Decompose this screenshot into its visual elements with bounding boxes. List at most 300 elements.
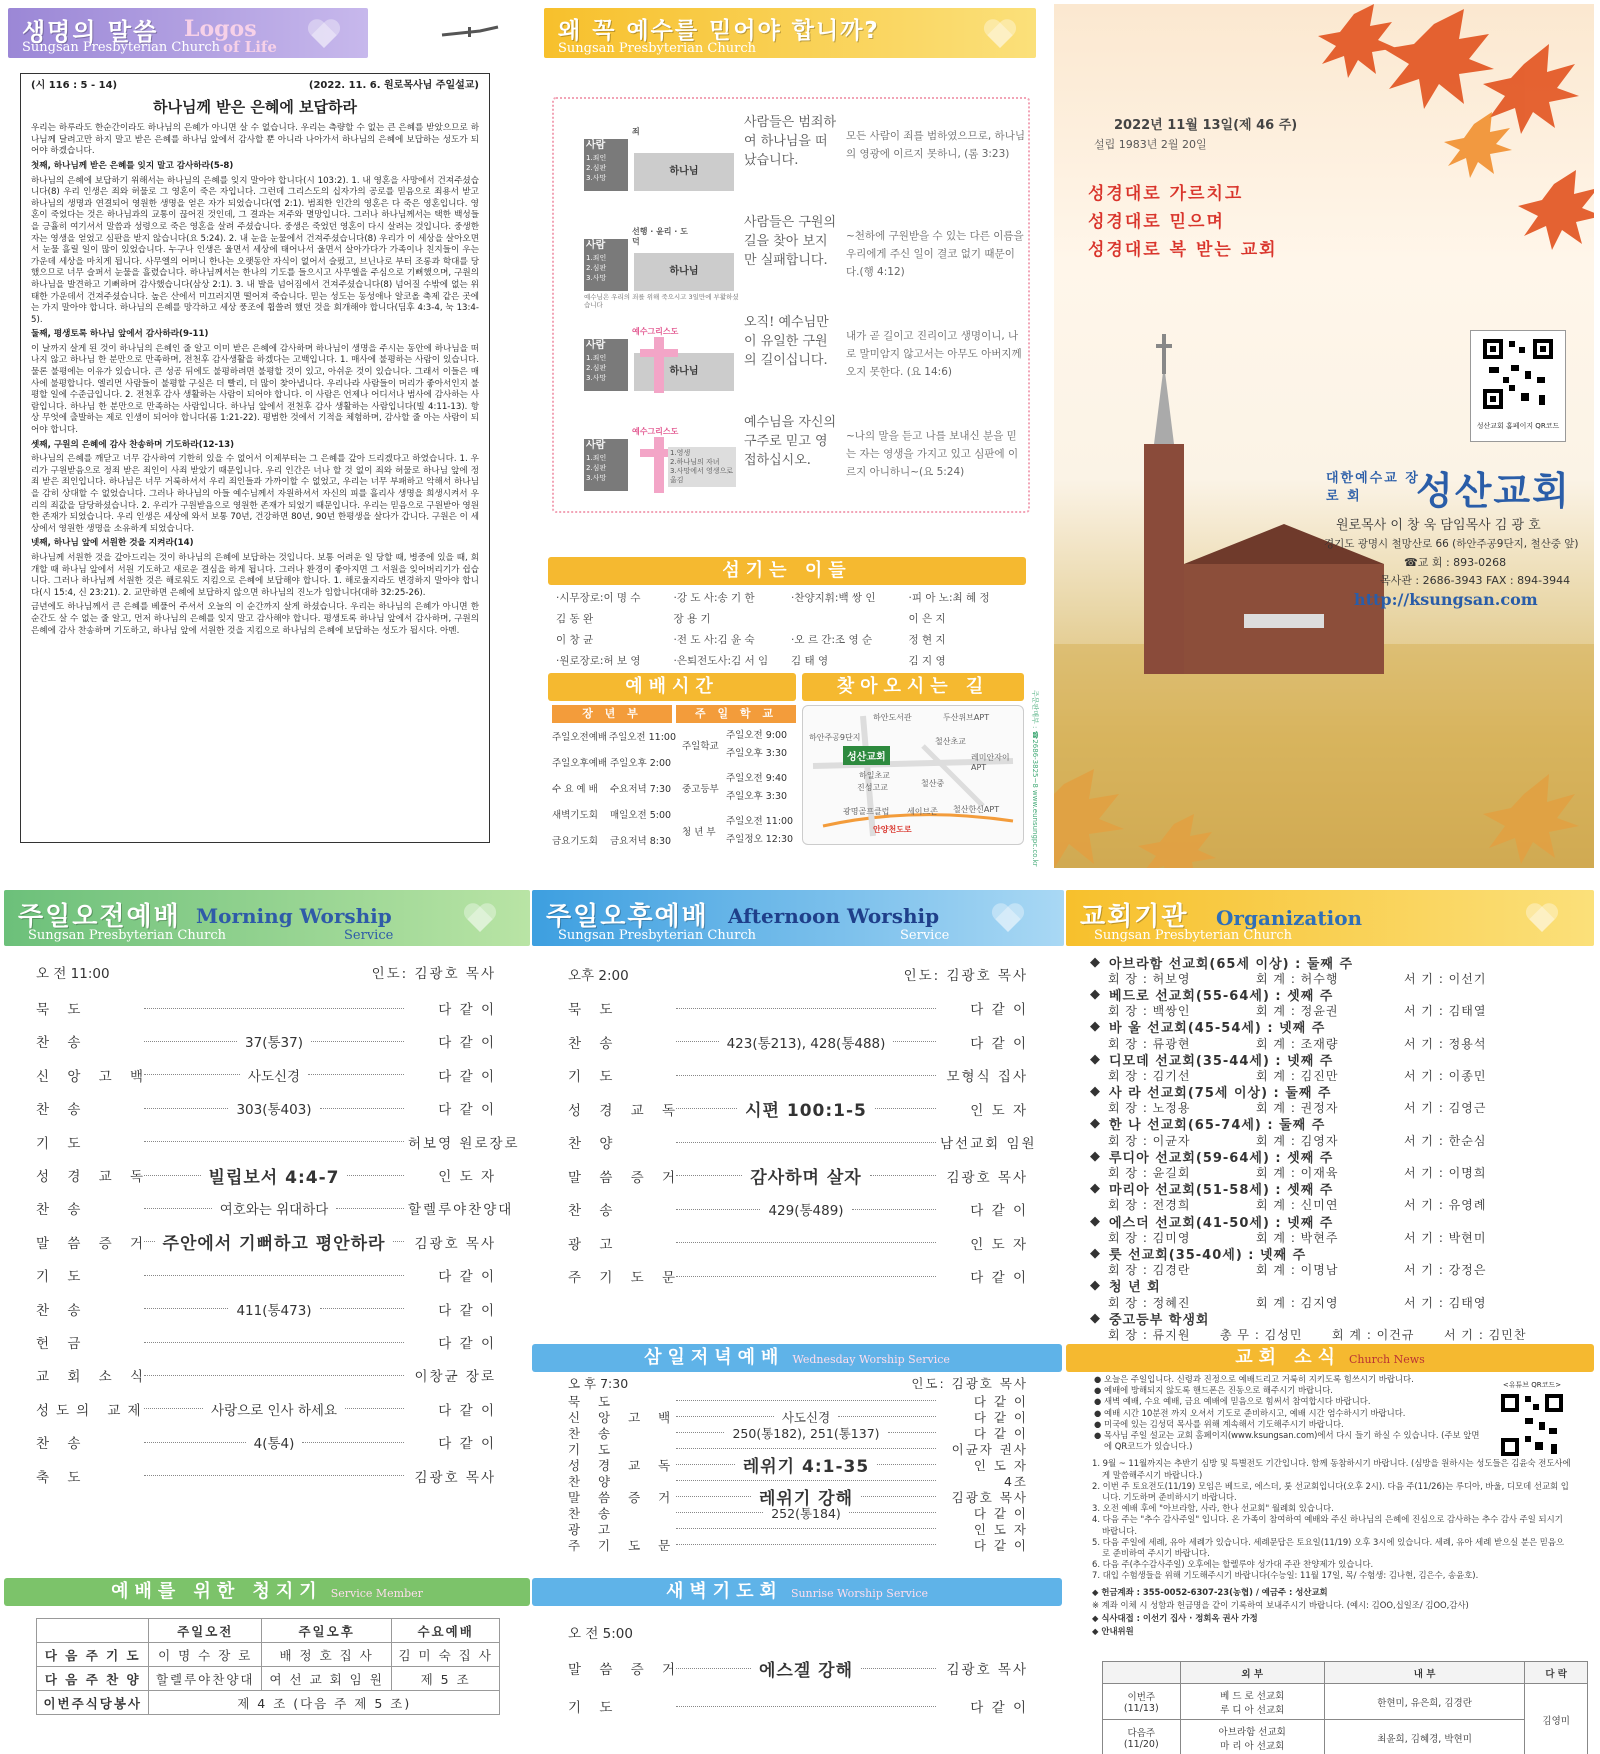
- god-box: 하나님: [634, 353, 734, 391]
- news-item: 4. 다음 주는 "추수 감사주일" 입니다. 온 가족이 참여하여 예배와 주신 하나님의 은혜에 진심으로 감사하는 추수 감사 주일 되시기 바랍니다.: [1092, 1514, 1563, 1536]
- cover-motto: 성경대로 가르치고 성경대로 믿으며 성경대로 복 받는 교회: [1088, 184, 1278, 260]
- guide-header: 외 부: [1180, 1662, 1324, 1684]
- members-cell: 이번주식당봉사: [37, 1691, 149, 1715]
- service-item-name: 묵 도: [568, 1393, 618, 1409]
- service-item-value: 303(통403): [236, 1102, 312, 1119]
- diamond-icon: ◆: [1090, 1310, 1101, 1326]
- service-item-name: 말 씀 증 거: [568, 1169, 683, 1186]
- news-item: 1. 9월 ~ 11월까지는 추반기 심방 및 특별전도 기간입니다. 함께 동참하시기 바랍니다. (심방을 원하시는 성도들은 김윤숙 전도사에게 말씀해주시기 바랍니다.): [1092, 1458, 1571, 1480]
- staff-cell: 이 은 지: [908, 613, 946, 625]
- staff-cell: ·전 도 사:김 윤 숙: [673, 634, 755, 646]
- person-box: 사람 1.죄인 2.심판 3.사망: [584, 439, 628, 491]
- members-cell: 배 정 호 집 사: [261, 1643, 391, 1667]
- gospel-note: 예수님은 우리의 죄를 위해 죽으시고 3일만에 부활하셨습니다: [584, 293, 739, 309]
- org-member: 회 계 : 정윤권: [1256, 1004, 1339, 1019]
- service-item-name: 묵 도: [36, 1002, 88, 1018]
- org-title: 교회기관: [1080, 902, 1189, 932]
- org-members: [1090, 1294, 1580, 1310]
- service-item-name: 말 씀 증 거: [36, 1235, 151, 1252]
- service-item-name: 찬 송: [36, 1102, 88, 1119]
- org-member: 회 장 : 정혜진: [1108, 1295, 1191, 1310]
- sermon-heading: 첫째, 하나님께 받은 은혜를 잊지 말고 감사하라(5-8): [31, 160, 234, 171]
- service-item-leader: 인 도 자: [438, 1169, 497, 1185]
- sermon-heading: 둘째, 평생토록 하나님 앞에서 감사하라(9-11): [31, 329, 209, 340]
- staff-cell: 정 현 지: [908, 634, 946, 646]
- map-bar: 찾아오시는 길: [802, 673, 1024, 701]
- org-members: [1090, 1262, 1580, 1278]
- pastor-tel-fax: 목사관 : 2686-3943 FAX : 894-3944: [1380, 574, 1571, 587]
- members-cell: 여 선 교 회 임 원: [261, 1667, 391, 1691]
- service-item: [568, 1199, 1028, 1219]
- staff-cell: ·은퇴전도사:김 서 임: [673, 655, 769, 667]
- service-item-name: 찬 송: [36, 1202, 88, 1219]
- news-item: 5. 다음 주일에 세례, 유아 세례가 있습니다. 세례문답은 토요일(11/19) 오후 3시에 있습니다. 세례, 유아 세례 받으실 분은 믿음으로 준비하여 주시기 바랍니다.: [1092, 1536, 1565, 1559]
- org-member: 서 기 : 이선기: [1404, 971, 1487, 986]
- service-item-name: 성도의 교제: [36, 1402, 148, 1419]
- service-item-value: 411(통473): [236, 1302, 312, 1319]
- org-member: 서 기 : 박현미: [1404, 1230, 1487, 1245]
- org-member: 회 장 : 김기선: [1108, 1068, 1191, 1083]
- staff-cell: 김 지 영: [908, 655, 946, 667]
- service-item: [36, 1265, 496, 1285]
- members-cell: 다 음 주 기 도: [37, 1643, 149, 1667]
- why-header: [544, 8, 1036, 58]
- service-item-leader: 김광호 목사: [414, 1469, 496, 1486]
- sermon-paragraph: 하나님의 은혜를 깨닫고 너무 감사하여 기한히 있을 수 없어서 이제부터는 그 은혜를 갚아 드리겠다고 하였습니다. 1. 우리가 구원받음으로 정죄 받은 죄인이 사죄 받았기 때문입니다. 우리 인간은 너나 할 것 없이 죄와 허물로 하나님 앞에 정죄 받은 죄인입니다. 하나님은 너무 거룩하셔서 우리 죄인들과 가까이할 수 없었고, 우리는 너무 부패하고 악해서 하나님을 감히 상대할 수 없었습니다. 그러나 하나님의 아들 예수님께서 자원하셔서 자신의 피를 흘리사 생명을 희생시켜서 우리의 죄값을 담당하셨습니다. 2. 우리가 구원받음으로 영원한 존재가 되었기 때문입니다. 우리는 믿음으로 구원받아 영원한 존재가 되었습니다. 우리 인생은 세상에 와서 보통 70년, 건강하면 80년, 90년 한평생을 살다가 갑니다. 구원은 이 세상에서 영원한 생명을 소유하게 되었습니다.: [31, 454, 479, 534]
- org-header: [1066, 890, 1594, 946]
- service-item-name: 찬 송: [36, 1302, 88, 1319]
- staff-cell: 김 태 영: [791, 655, 829, 667]
- service-item-value: 4(통4): [253, 1436, 295, 1453]
- map-label: 철산중: [921, 779, 945, 788]
- news-guide: ◆ 안내위원: [1092, 1626, 1134, 1637]
- org-group: ◆ 에스더 선교회(41-50세) : 넷째 주: [1090, 1213, 1334, 1231]
- afternoon-en2: Service: [900, 928, 950, 943]
- sermon-paragraph: 하나님의 은혜에 보답하기 위해서는 하나님의 은혜를 잊지 말아야 합니다(시 103:2). 1. 내 영혼을 사망에서 건져주셨습니다(8) 우리 인생은 죄와 허물로 그 영혼이 죽은 자입니다. 그런데 그리스도의 십자가의 공로를 믿음으로 죄용서 받고 하나님의 생명과 연결되어 영원한 생명을 얻은 자가 되었습니다(엡 2:1). 범죄한 인간의 영혼은 다 죽은 영혼입니다. 영혼이 죽었다는 것은 하나님과의 교통이 끊어진 것인데, 그 결과는 저주와 멸망입니다. 그러나 하나님께서는 택한 백성들을 긍휼히 여기셔서 말씀과 성령으로 죽은 영혼을 살려 주셨습니다. 중생은 죽었던 영혼이 다시 살려는 것입니다. 중생한 자는 영생을 얻었고 심판을 받지 않습니다(요 5:24). 2. 내 눈을 눈물에서 건져주셨습니다(8) 우리가 이 세상을 살아오면서 눈물 흘릴 일이 많이 있었습니다. 누구나 인생은 울면서 세상에 태어나서 울면서 살아가다가 가족이나 친지들이 우는 가운데 세상을 마치게 됩니다. 사무엘의 어머니 한나는 오랫동안 자식이 없어서 슬펐고, 브닌나로 부터 조롱과 학대를 당했으므로 너무 슬퍼서 눈물을 흘렸습니다. 하나님께서는 한나의 기도를 들으시고 사무엘을 주심으로 기뻐했으며, 구원의 하나님을 발견하고 기뻐하며 감사했습니다(삼상 2:1). 3. 내 발을 넘어짐에서 건져주셨습니다(8) 넘어질 수밖에 없는 위태한 가운데서 건져주셨습니다. 높은 산에서 미끄러지면 떨어져 죽습니다. 믿는 성도는 동성애나 알코올 축제 같은 곳에는 가지 말아야 합니다. 하나님의 은혜를 망각하고 세상 풍조에 휩쓸려 했던 것을 회개해야 합니다(딤후 4:3-4, 눅 13:4-5).: [31, 175, 479, 325]
- guide-table: [1102, 1661, 1588, 1754]
- service-item-leader: 다 같 이: [438, 1068, 497, 1085]
- service-item-name: 찬 송: [568, 1505, 618, 1521]
- wednesday-time: 오 후 7:30: [568, 1375, 629, 1391]
- staff-cell: 이 창 균: [556, 634, 594, 646]
- org-group: ◆ 룻 선교회(35-40세) : 넷째 주: [1090, 1245, 1307, 1263]
- sermon-heading: 셋째, 구원의 은혜에 감사 찬송하며 기도하라(12-13): [31, 439, 234, 450]
- guide-header: 내 부: [1324, 1662, 1525, 1684]
- org-group: ◆ 베드로 선교회(55-64세) : 셋째 주: [1090, 986, 1334, 1004]
- service-item: [36, 1365, 496, 1385]
- afternoon-header: [532, 890, 1064, 946]
- org-sub: Sungsan Presbyterian Church: [1094, 928, 1292, 943]
- org-group: ◆ 한 나 선교회(65-74세) : 둘째 주: [1090, 1116, 1326, 1134]
- service-item-leader: 이균자 권사: [951, 1441, 1028, 1457]
- staff-cell: ·오 르 간:조 영 순: [791, 634, 873, 646]
- staff-cell: ·원로장로:허 보 영: [556, 655, 641, 667]
- service-item: [36, 1399, 496, 1419]
- diamond-icon: ◆: [1090, 1148, 1101, 1164]
- church-tel: ☎교 회 : 893-0268: [1404, 556, 1507, 569]
- adult-time-row: 금요기도회 금요저녁 8:30: [552, 836, 672, 847]
- logos-header: [8, 8, 368, 58]
- org-member: 회 장 : 류지원: [1108, 1327, 1191, 1342]
- logos-title: 생명의 말씀: [22, 18, 159, 46]
- service-item-leader: 인 도 자: [970, 1102, 1029, 1119]
- morning-time: 오 전 11:00: [36, 966, 110, 982]
- gospel-figure: [584, 113, 739, 201]
- service-item-value: 감사하며 살자: [750, 1168, 862, 1188]
- members-bar: 예배를 위한 청지기 Service Member: [4, 1578, 530, 1606]
- guide-cell: 이번주 (11/13): [1103, 1684, 1181, 1720]
- service-item: [36, 1232, 496, 1255]
- cross-icon: [654, 337, 664, 393]
- service-item: [36, 1165, 497, 1188]
- service-item-name: 성 경 교 독: [568, 1102, 683, 1119]
- staff-cell: ·강 도 사:송 기 한: [673, 592, 755, 604]
- org-group: ◆ 중고등부 학생회: [1090, 1310, 1210, 1328]
- org-member: 회 계 : 이재육: [1256, 1166, 1339, 1181]
- service-item-leader: 다 같 이: [438, 1269, 496, 1286]
- adult-time-row: 주일오후예배 주일오후 2:00: [552, 758, 672, 769]
- news-bullet: ● 새벽 예배, 수요 예배, 금요 예배에 믿음으로 힘써서 참여합시다 바랍니다.: [1094, 1396, 1371, 1407]
- wednesday-leader: 인도: 김광호 목사: [911, 1375, 1028, 1391]
- homepage-qr-code: [1470, 330, 1566, 442]
- school-time-row: 주일학교 주일오전 9:00 주일오후 3:30: [682, 729, 788, 759]
- gospel-message: 사람들은 구원의 길을 찾아 보지만 실패합니다.: [744, 215, 837, 268]
- org-members: [1090, 1035, 1580, 1051]
- service-item-name: 묵 도: [568, 1002, 620, 1018]
- homepage-qr-caption: 성산교회 홈페이지 QR코드: [1476, 422, 1560, 430]
- church-denomination: 대한예수교 장 로 회: [1326, 471, 1420, 504]
- gospel-step: [584, 413, 1024, 503]
- service-item: [568, 1408, 1028, 1425]
- church-url[interactable]: http://ksungsan.com: [1354, 590, 1538, 609]
- service-item-leader: 김광호 목사: [946, 1662, 1028, 1678]
- service-item: [568, 1266, 1028, 1286]
- org-member: 회 계 : 신미연: [1256, 1198, 1339, 1213]
- cover-date: 2022년 11월 13일(제 46 주): [1114, 118, 1298, 133]
- service-item-leader: 허보영 원로장로: [408, 1135, 520, 1152]
- org-group: ◆ 디모데 선교회(35-44세) : 넷째 주: [1090, 1051, 1334, 1069]
- gospel-diagram: [552, 97, 1030, 513]
- members-row: [37, 1667, 500, 1691]
- service-item: [568, 1424, 1028, 1441]
- adult-label: 장 년 부: [552, 705, 672, 723]
- service-item-name: 성 경 교 독: [568, 1457, 678, 1473]
- logos-en2: of Life: [223, 38, 277, 56]
- sermon-title: 하나님께 받은 은혜에 보답하라: [152, 97, 358, 116]
- person-box: 사람 1.죄인 2.심판 3.사망: [584, 339, 628, 391]
- org-member: 서 기 : 이명희: [1404, 1166, 1487, 1181]
- service-item-name: 말 씀 증 거: [568, 1489, 678, 1505]
- cross-icon: [440, 24, 500, 38]
- org-group: ◆ 루디아 선교회(59-64세) : 셋째 주: [1090, 1148, 1334, 1166]
- service-item-name: 신 앙 고 백: [36, 1068, 151, 1085]
- org-en: Organization: [1216, 906, 1363, 930]
- service-item-name: 기 도: [36, 1269, 88, 1286]
- members-row: [37, 1643, 500, 1667]
- service-item: [36, 1332, 496, 1352]
- service-item-leader: 다 같 이: [970, 1270, 1028, 1286]
- gospel-verse: 모든 사람이 죄를 범하였으므로, 하나님의 영광에 이르지 못하니, (롬 3:23): [846, 130, 1025, 160]
- gospel-message: 예수님을 자신의 구주로 믿고 영접하십시오.: [744, 415, 837, 468]
- service-item-leader: 김광호 목사: [414, 1235, 496, 1252]
- diamond-icon: ◆: [1090, 1116, 1101, 1132]
- map-label: 철산한신APT: [953, 805, 1000, 814]
- worship-times: [552, 705, 796, 853]
- service-item-leader: 4조: [1003, 1473, 1028, 1489]
- org-group: ◆ 청 년 회: [1090, 1278, 1161, 1296]
- adult-time-row: 새벽기도회 매일오전 5:00: [552, 810, 672, 821]
- news-bullet: ● 예배에 방해되지 않도록 핸드폰은 진동으로 해주시기 바랍니다.: [1094, 1385, 1333, 1396]
- staff-row: [556, 650, 1026, 671]
- god-box: 하나님: [634, 153, 734, 191]
- org-member: 회 계 : 허수행: [1256, 971, 1339, 986]
- news-item: 2. 이번 주 토요전도(11/19) 모임은 베드로, 에스더, 룻 선교회입니다(오후 2시). 다음 주(11/26)는 루디아, 바울, 디모데 선교회 입니다. 기도하며 준비하시기 바랍니다.: [1092, 1480, 1569, 1503]
- org-members: [1090, 1326, 1580, 1342]
- org-members: [1090, 1229, 1580, 1245]
- news-bar: 교회 소식 Church News: [1066, 1344, 1594, 1372]
- service-item-leader: 이창균 장로: [414, 1369, 496, 1386]
- gospel-bridge-label: 예수그리스도: [632, 427, 679, 436]
- service-item: [36, 1065, 496, 1085]
- times-bar: 예배시간: [548, 673, 796, 701]
- service-item: [568, 1065, 1028, 1085]
- service-item: [36, 998, 496, 1018]
- service-item-name: 광 고: [568, 1521, 618, 1537]
- service-item-leader: 다 같 이: [970, 1203, 1029, 1219]
- afternoon-title: 주일오후예배: [546, 902, 709, 932]
- logos-en: Logos: [184, 16, 257, 42]
- service-item-leader: 다 같 이: [438, 1436, 497, 1453]
- service-item: [568, 1099, 1028, 1119]
- diamond-icon: ◆: [1090, 954, 1101, 970]
- org-member: 회 장 : 허보영: [1108, 971, 1191, 986]
- org-members: [1090, 1100, 1580, 1116]
- org-members: [1090, 970, 1580, 986]
- org-member: 회 장 : 류광현: [1108, 1036, 1191, 1051]
- diamond-icon: ◆: [1090, 1278, 1101, 1294]
- diamond-icon: ◆: [1090, 1051, 1101, 1067]
- members-header: 주일오전: [149, 1619, 261, 1643]
- service-item-value: 37(통37): [245, 1035, 303, 1052]
- staff-cell: ·피 아 노:최 혜 정: [908, 592, 990, 604]
- guide-row: [1103, 1684, 1588, 1720]
- news-account-note: ※ 계좌 이체 시 성함과 헌금명을 같이 기록하여 보내주시기 바랍니다. (예시: 김OO,십일조/ 김OO,감사): [1092, 1599, 1469, 1610]
- service-item-leader: 다 같 이: [973, 1393, 1028, 1409]
- news-bullet: ● 미국에 있는 김성덕 목사를 위해 계속해서 기도해주시기 바랍니다.: [1094, 1418, 1344, 1429]
- service-item-value: 사랑으로 인사 하세요: [211, 1402, 337, 1419]
- gospel-bridge-label: 예수그리스도: [632, 327, 679, 336]
- church-news: [1092, 1374, 1572, 1639]
- school-time-row: 청 년 부 주일오전 11:00 주일정오 12:30: [682, 815, 794, 845]
- members-cell: 제 5 조: [392, 1667, 500, 1691]
- sermon-paragraph: 하나님께 서원한 것을 갚아드리는 것이 하나님의 은혜에 보답하는 것입니다. 보통 어려운 일 당할 때, 병중에 있을 때, 회개할 때 하나님 앞에서 서원 기도하고 새로운 결심을 하게 됩니다. 그러나 환경이 좋아지면 그 서원을 잊어버리기가 쉽습니다. 그러나 하나님께 서원한 것은 해로워도 지킴으로 은혜에 보답해야 합니다. 1. 해로울지라도 변경하지 말아야 합니다(시 15:4, 신 23:21). 2. 교만하면 은혜에 보답하지 않으면 하나님의 진노가 임합니다(대하 32:25-26).: [31, 552, 479, 598]
- person-box: 사람 1.죄인 2.심판 3.사망: [584, 239, 628, 291]
- staff-list: [556, 587, 1026, 671]
- morning-leader: 인도: 김광호 목사: [371, 966, 496, 982]
- diamond-icon: ◆: [1090, 1213, 1101, 1229]
- service-item: [568, 1488, 1028, 1509]
- org-member: 회 장 : 이균자: [1108, 1133, 1191, 1148]
- sermon-heading: 넷째, 하나님 앞에 서원한 것을 지켜라(14): [31, 538, 194, 549]
- guide-cell: 최윤희, 김혜경, 박현미: [1324, 1720, 1525, 1754]
- org-members: [1090, 1197, 1580, 1213]
- service-item: [568, 1696, 1028, 1716]
- morning-sub: Sungsan Presbyterian Church: [28, 928, 226, 943]
- service-item-leader: 모형식 집사: [946, 1069, 1028, 1085]
- church-address: 경기도 광명시 철망산로 66 (하안주공9단지, 철산중 앞): [1324, 538, 1579, 550]
- org-member: 서 기 : 김태영: [1404, 1295, 1487, 1310]
- service-item-leader: 다 같 이: [973, 1505, 1029, 1521]
- service-item-name: 축 도: [36, 1469, 88, 1486]
- why-title: 왜 꼭 예수를 믿어야 합니까?: [558, 18, 880, 44]
- service-item-name: 찬 송: [36, 1035, 88, 1052]
- org-member: 회 장 : 김미영: [1108, 1230, 1191, 1245]
- gospel-step: [584, 313, 1024, 403]
- org-member: 회 계 : 이명남: [1256, 1263, 1339, 1278]
- service-item: [36, 1299, 496, 1319]
- diamond-icon: ◆: [1090, 1181, 1101, 1197]
- org-member: 서 기 : 김태열: [1404, 1004, 1487, 1019]
- dawn-time: 오 전 5:00: [568, 1626, 633, 1642]
- adult-time-row: 주일오전예배 주일오전 11:00: [552, 732, 676, 743]
- members-header: 주일오후: [261, 1619, 391, 1643]
- staff-bar: 섬기는 이들: [548, 557, 1026, 585]
- school-label: 주 일 학 교: [676, 705, 796, 723]
- diamond-icon: ◆: [1090, 1245, 1101, 1261]
- youtube-qr-caption: <유튜브 QR코드>: [1502, 1381, 1562, 1389]
- morning-en: Morning Worship: [196, 904, 392, 928]
- org-member: 회 장 : 김경란: [1108, 1263, 1191, 1278]
- service-item-name: 찬 양: [568, 1473, 618, 1489]
- org-members: [1090, 1132, 1580, 1148]
- org-member: 회 계 : 김지영: [1256, 1295, 1339, 1310]
- org-member: 서 기 : 유영례: [1404, 1198, 1487, 1213]
- service-item-value: 250(통182), 251(통137): [732, 1425, 880, 1441]
- map-label: 안양천도로: [873, 825, 912, 834]
- service-item-leader: 다 같 이: [438, 1002, 496, 1018]
- staff-cell: 장 용 기: [673, 613, 711, 625]
- service-item: [568, 1504, 1028, 1521]
- dawn-order: [568, 1622, 1028, 1742]
- adult-time-row: 수 요 예 배 수요저녁 7:30: [552, 784, 672, 795]
- service-item-leader: 인 도 자: [970, 1236, 1028, 1253]
- service-item-leader: 할렐루야찬양대: [408, 1202, 514, 1219]
- gospel-bridge-label: 선행 · 윤리 · 도덕: [632, 227, 688, 246]
- service-item-value: 423(통213), 428(통488): [726, 1035, 886, 1052]
- gospel-bridge-label: 죄: [632, 127, 640, 136]
- org-member: 회 계 : 김영자: [1256, 1133, 1339, 1148]
- org-member: 회 계 : 이건규: [1332, 1327, 1415, 1342]
- guide-row: [1103, 1720, 1588, 1754]
- map-label: 레미안자이APT: [971, 753, 1010, 772]
- location-map: [802, 705, 1024, 845]
- sermon: [20, 73, 490, 843]
- members-cell: 다 음 주 찬 양: [37, 1667, 149, 1691]
- staff-cell: ·찬양지휘:백 쌍 인: [791, 592, 876, 604]
- news-bullet: ● 오늘은 주일입니다. 신령과 진정으로 예배드리고 거룩히 지키도록 힘쓰시기 바랍니다.: [1094, 1374, 1414, 1384]
- service-item-value: 시편 100:1-5: [745, 1101, 867, 1121]
- org-member: 서 기 : 김민찬: [1444, 1327, 1527, 1342]
- service-item-leader: 다 같 이: [973, 1537, 1028, 1553]
- person-box: 사람 1.죄인 2.심판 3.사망: [584, 139, 628, 191]
- service-item: [568, 1520, 1028, 1537]
- news-meal: ◆ 식사대접 : 이선기 집사 · 정회옥 권사 가정: [1092, 1613, 1258, 1624]
- service-item-name: 기 도: [568, 1700, 620, 1716]
- service-item-name: 광 고: [568, 1236, 620, 1253]
- map-label: 하안도서관: [873, 713, 912, 722]
- service-item: [568, 1233, 1028, 1253]
- sermon-paragraph: 금년에도 하나님께서 큰 은혜를 베풀어 주셔서 오늘의 이 순간까지 살게 하셨습니다. 우리는 하나님의 은혜가 아니면 한순간도 살 수 없는 줄 알고, 먼저 하나님의 은혜를 잊지 말고 감사해야 합니다. 평생토록 하나님 앞에서 감사하며, 구원의 은혜에 감사 찬송하며 기도하고, 하나님 앞에 서원한 것을 지킴으로 하나님의 은혜에 보답하는 성도가 됩시다. 아멘.: [31, 602, 479, 636]
- cover: [1054, 4, 1594, 868]
- service-item-leader: 다 같 이: [970, 1700, 1028, 1716]
- staff-row: [556, 587, 1026, 608]
- map-label: 광명골프클럽: [843, 807, 890, 816]
- org-group: ◆ 바 울 선교회(45-54세) : 넷째 주: [1090, 1019, 1326, 1037]
- service-item-value: 사도신경: [781, 1409, 831, 1425]
- gospel-figure: [584, 413, 739, 501]
- afternoon-sub: Sungsan Presbyterian Church: [558, 928, 756, 943]
- gospel-figure: [584, 213, 739, 309]
- map-label: 진성고교: [857, 783, 888, 792]
- cover-founded: 설립 1983년 2월 20일: [1094, 138, 1207, 151]
- guide-cell: 김영미: [1525, 1684, 1588, 1754]
- why-sub: Sungsan Presbyterian Church: [558, 41, 756, 56]
- staff-row: [556, 608, 1026, 629]
- map-label: 철산초교: [935, 737, 966, 746]
- map-church-label: 성산교회: [843, 746, 890, 765]
- diamond-icon: ◆: [1090, 1084, 1101, 1100]
- gospel-figure: [584, 313, 739, 401]
- org-member: 회 장 : 노정용: [1108, 1101, 1191, 1116]
- dawn-bar: 새벽기도회 Sunrise Worship Service: [532, 1578, 1062, 1606]
- service-item-name: 주 기 도 문: [568, 1270, 683, 1286]
- map-label: 하안주공9단지: [809, 733, 861, 742]
- guide-cell: 한현미, 유은희, 김경란: [1324, 1684, 1525, 1720]
- members-header: [37, 1619, 149, 1643]
- service-item-name: 기 도: [568, 1441, 618, 1457]
- org-member: 회 장 : 백쌍인: [1108, 1004, 1191, 1019]
- service-item: [568, 1658, 1028, 1681]
- church-name: 성산교회: [1416, 469, 1571, 513]
- guide-cell: 아브라함 선교회 마 리 아 선교회: [1180, 1720, 1324, 1754]
- service-item-name: 교 회 소 식: [36, 1369, 151, 1386]
- gospel-verse: ~천하에 구원받을 수 있는 다른 이름을 우리에게 주신 일이 결코 없기 때문이다.(행 4:12): [846, 230, 1024, 278]
- members-row: [37, 1691, 500, 1715]
- gospel-verse: ~나의 말을 듣고 나를 보내신 분을 믿는 자는 영생을 가지고 있고 심판에 이르지 아니하니~(요 5:24): [846, 430, 1019, 478]
- service-item-leader: 다 같 이: [438, 1402, 497, 1419]
- org-group: ◆ 아브라함 선교회(65세 이상) : 둘째 주: [1090, 954, 1354, 972]
- service-item-value: 사도신경: [247, 1068, 301, 1085]
- wednesday-bar: 삼일저녁예배 Wednesday Worship Service: [532, 1344, 1062, 1372]
- service-item-leader: 다 같 이: [970, 1035, 1028, 1052]
- morning-en2: Service: [344, 928, 394, 943]
- org-member: 회 계 : 김진만: [1256, 1068, 1339, 1083]
- service-item-name: 찬 송: [568, 1035, 620, 1052]
- service-item-leader: 인 도 자: [973, 1521, 1028, 1537]
- members-table: [36, 1618, 500, 1715]
- org-members: [1090, 1067, 1580, 1083]
- service-item-name: 기 도: [36, 1135, 88, 1152]
- service-item-value: 빌립보서 4:4-7: [208, 1167, 340, 1188]
- org-member: 회 계 : 조재량: [1256, 1036, 1339, 1051]
- gospel-verse: 내가 곧 길이고 진리이고 생명이니, 나로 말미암지 않고서는 아무도 아버지께 오지 못한다. (요 14:6): [846, 330, 1022, 378]
- service-item-leader: 다 같 이: [970, 1002, 1028, 1018]
- god-promise-box: 1.영생 2.하나님의 자녀 3.사망에서 영생으로 옮김: [668, 447, 736, 487]
- service-item-leader: 인 도 자: [973, 1457, 1029, 1473]
- org-group: ◆ 마리아 선교회(51-58세) : 셋째 주: [1090, 1181, 1334, 1199]
- service-item-name: 주 기 도 문: [568, 1537, 678, 1553]
- service-item: [36, 1132, 520, 1152]
